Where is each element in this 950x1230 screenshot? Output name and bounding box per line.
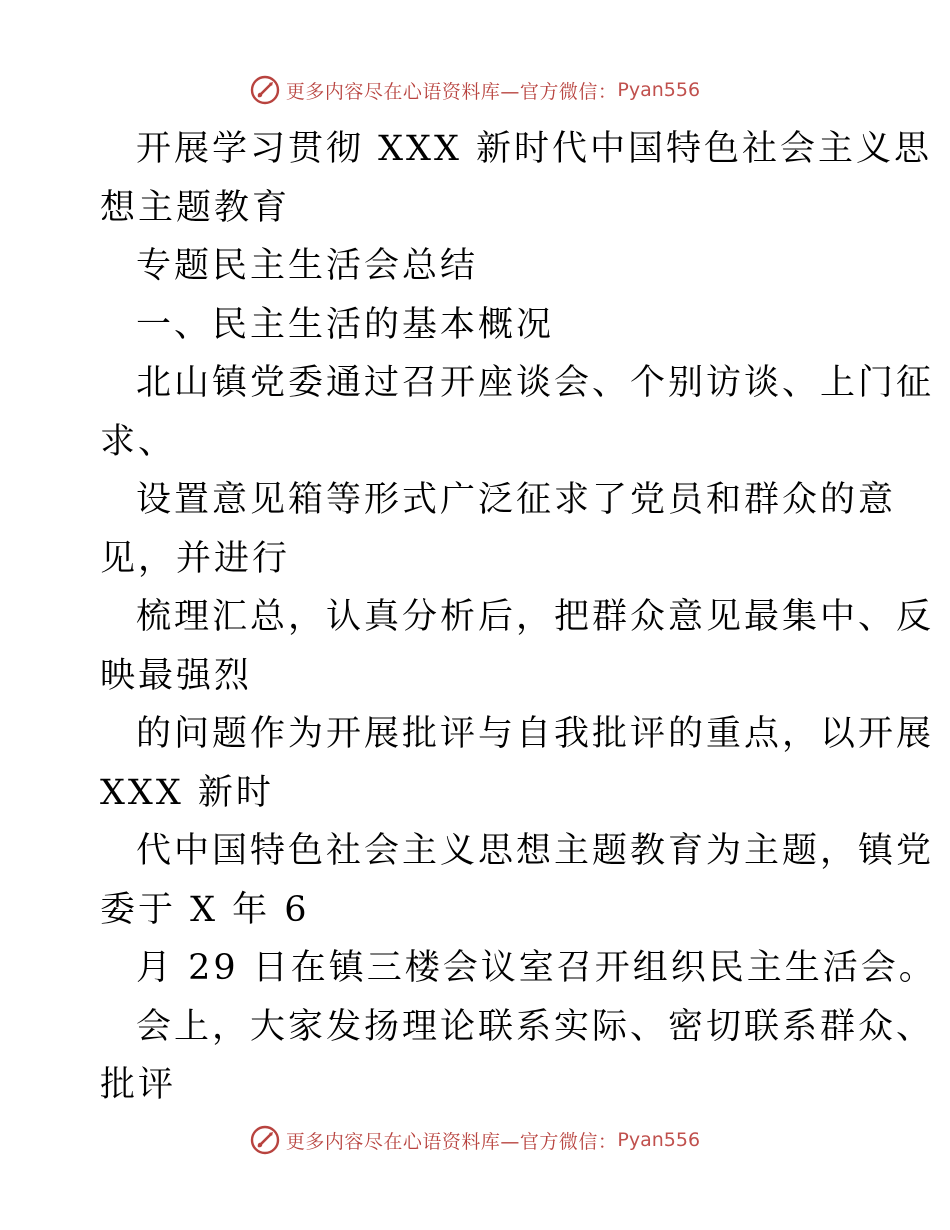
text-line: 专题民主生活会总结 [136,246,479,286]
text-line: 一、民主生活的基本概况 [136,304,555,345]
text-line: XXX 新时 [100,772,274,813]
document-body [100,120,937,1115]
banner-wechat-handle: Pyan556 [617,1129,701,1151]
banner-text: 更多内容尽在心语资料库—官方微信： [285,80,618,103]
text-line: 想主题教育 [100,187,291,228]
quill-seal-icon [250,1125,280,1155]
header-watermark-banner [0,70,950,110]
banner-wechat-handle: Pyan556 [617,79,701,101]
text-line: 北山镇党委通过召开座谈会、个别访谈、上门征 [136,363,935,403]
text-line: 求、 [100,421,177,462]
text-line: 批评 [100,1065,177,1105]
footer-watermark-banner [0,1120,950,1160]
text-line: 设置意见箱等形式广泛征求了党员和群众的意 [136,480,897,520]
text-line: 委于 X 年 6 [100,889,310,930]
text-line: 开展学习贯彻 XXX 新时代中国特色社会主义思 [136,129,933,169]
text-line: 月 29 日在镇三楼会议室召开组织民主生活会。 [136,948,937,988]
text-line: 代中国特色社会主义思想主题教育为主题，镇党 [136,831,935,871]
text-line: 梳理汇总，认真分析后，把群众意见最集中、反 [136,597,935,637]
quill-seal-icon [250,75,280,105]
text-line: 的问题作为开展批评与自我批评的重点，以开展 [136,714,935,754]
text-line: 映最强烈 [100,655,253,696]
banner-text: 更多内容尽在心语资料库—官方微信： [285,1130,618,1153]
text-line: 会上，大家发扬理论联系实际、密切联系群众、 [136,1006,935,1047]
text-line: 见，并进行 [100,538,291,579]
